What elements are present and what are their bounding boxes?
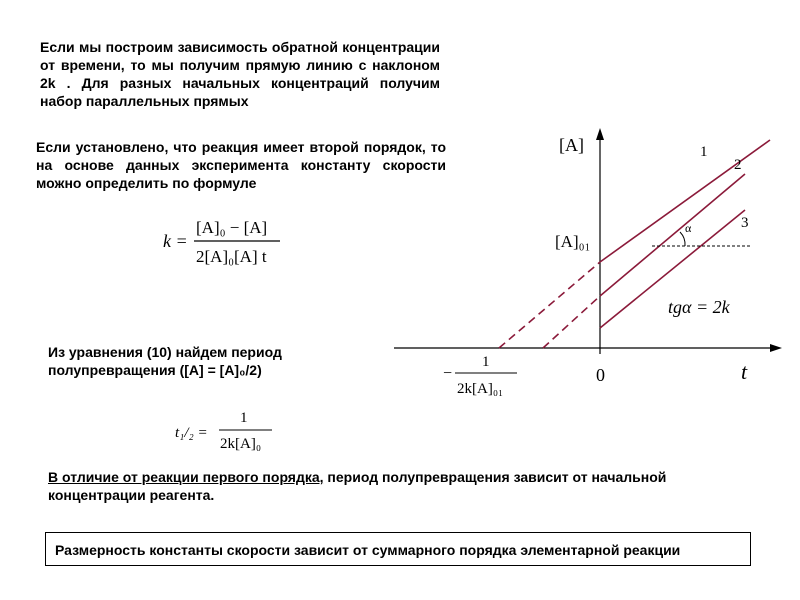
- half-life-paragraph: Из уравнения (10) найдем период полупревращения ([A] = [A]₀/2): [48, 344, 282, 378]
- line-1-label: 1: [700, 144, 708, 160]
- line-3-label: 3: [741, 215, 749, 231]
- origin-label: 0: [596, 365, 605, 385]
- formula-half-lhs: t₁/₂ =: [175, 425, 208, 441]
- difference-rest: период полупревращения зависит от начальной концентрации реагента.: [48, 469, 667, 503]
- x-axis-label: t: [741, 359, 748, 384]
- formula-k-lhs: k =: [163, 231, 188, 251]
- second-order-paragraph: Если установлено, что реакция имеет второй порядок, то на основе данных эксперимента константу скорости можно определить по формуле: [36, 139, 446, 191]
- graph: [394, 128, 782, 397]
- difference-underlined: В отличие от реакции первого порядка,: [48, 469, 324, 485]
- y-axis-label: [A]: [559, 135, 584, 155]
- formula-half-numerator: 1: [240, 410, 248, 426]
- y-axis-arrow-icon: [596, 128, 604, 140]
- formula-k: [163, 218, 280, 266]
- formula-k-numerator: [A]₀ − [A]: [196, 218, 268, 237]
- line-2-label: 2: [734, 157, 742, 173]
- x-intercept-denominator: 2k[A]₀₁: [457, 381, 504, 397]
- formula-half-denominator: 2k[A]₀: [220, 436, 262, 452]
- line-2: [600, 174, 745, 296]
- x-intercept-numerator: 1: [482, 354, 490, 370]
- intro-paragraph: Если мы построим зависимость обратной концентрации от времени, то мы получим прямую линию с наклоном 2k . Для разных начальных концентраций получим набор параллельных прямых: [40, 39, 440, 109]
- slope-label: tgα = 2k: [668, 297, 730, 317]
- x-intercept-prefix: −: [443, 365, 453, 382]
- line-1-extrapolation: [499, 262, 600, 348]
- formula-half-life: [175, 410, 272, 452]
- y-intercept-label: [A]₀₁: [555, 232, 591, 251]
- angle-label: α: [685, 221, 692, 235]
- boxed-note: Размерность константы скорости зависит от суммарного порядка элементарной реакции: [55, 542, 681, 558]
- x-axis-arrow-icon: [770, 344, 782, 352]
- formula-k-denominator: 2[A]₀[A] t: [196, 247, 267, 266]
